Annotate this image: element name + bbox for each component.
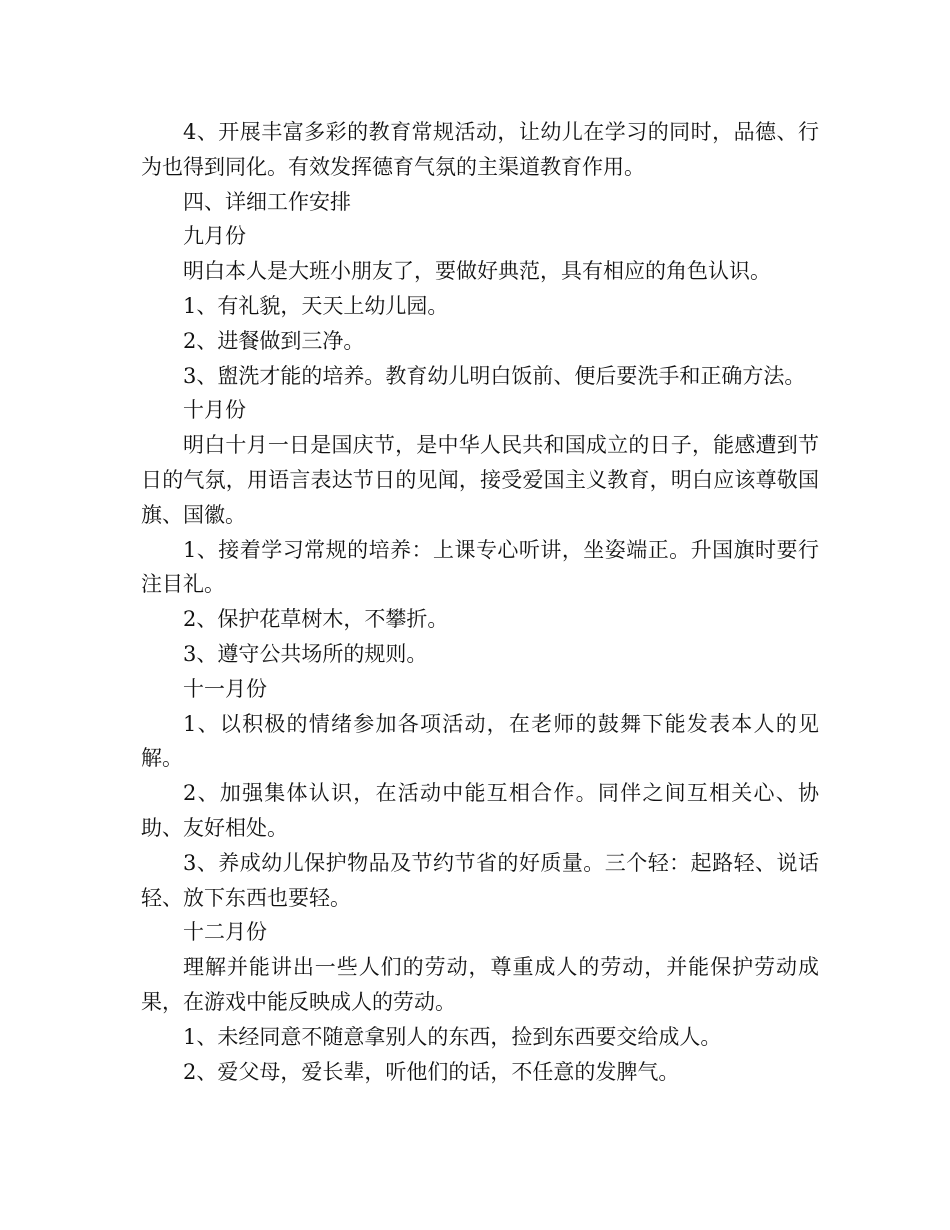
paragraph-item-4: 4、开展丰富多彩的教育常规活动，让幼儿在学习的同时，品德、行为也得到同化。有效发挥德育气氛的主渠道教育作用。 — [141, 120, 819, 179]
paragraph: 明白十月一日是国庆节，是中华人民共和国成立的日子，能感遭到节日的气氛，用语言表达节日的见闻，接受爱国主义教育，明白应该尊敬国旗、国徽。 — [141, 433, 819, 527]
month-heading-september: 九月份 — [183, 224, 246, 249]
list-item: 1、有礼貌，天天上幼儿园。 — [183, 293, 449, 318]
month-heading-november: 十一月份 — [183, 676, 267, 701]
list-item: 2、进餐做到三净。 — [183, 328, 365, 353]
paragraph: 理解并能讲出一些人们的劳动，尊重成人的劳动，并能保护劳动成果，在游戏中能反映成人的劳动。 — [141, 955, 819, 1014]
list-item: 1、未经同意不随意拿别人的东西，捡到东西要交给成人。 — [183, 1024, 722, 1049]
list-item: 3、养成幼儿保护物品及节约节省的好质量。三个轻：起路轻、说话轻、放下东西也要轻。 — [141, 850, 819, 910]
list-item: 3、遵守公共场所的规则。 — [183, 641, 428, 666]
list-item: 2、加强集体认识，在活动中能互相合作。同伴之间互相关心、协助、友好相处。 — [141, 781, 819, 840]
paragraph: 明白本人是大班小朋友了，要做好典范，具有相应的角色认识。 — [183, 259, 771, 284]
document-body — [141, 115, 819, 1089]
list-item: 1、接着学习常规的培养：上课专心听讲，坐姿端正。升国旗时要行注目礼。 — [141, 537, 819, 597]
list-item: 1、以积极的情绪参加各项活动，在老师的鼓舞下能发表本人的见解。 — [141, 711, 819, 771]
list-item: 3、盥洗才能的培养。教育幼儿明白饭前、便后要洗手和正确方法。 — [183, 363, 806, 388]
section-heading: 四、详细工作安排 — [183, 189, 351, 214]
list-item: 2、保护花草树木，不攀折。 — [183, 607, 449, 632]
list-item: 2、爱父母，爱长辈，听他们的话，不任意的发脾气。 — [183, 1059, 680, 1084]
month-heading-october: 十月份 — [183, 398, 246, 423]
month-heading-december: 十二月份 — [183, 920, 267, 945]
